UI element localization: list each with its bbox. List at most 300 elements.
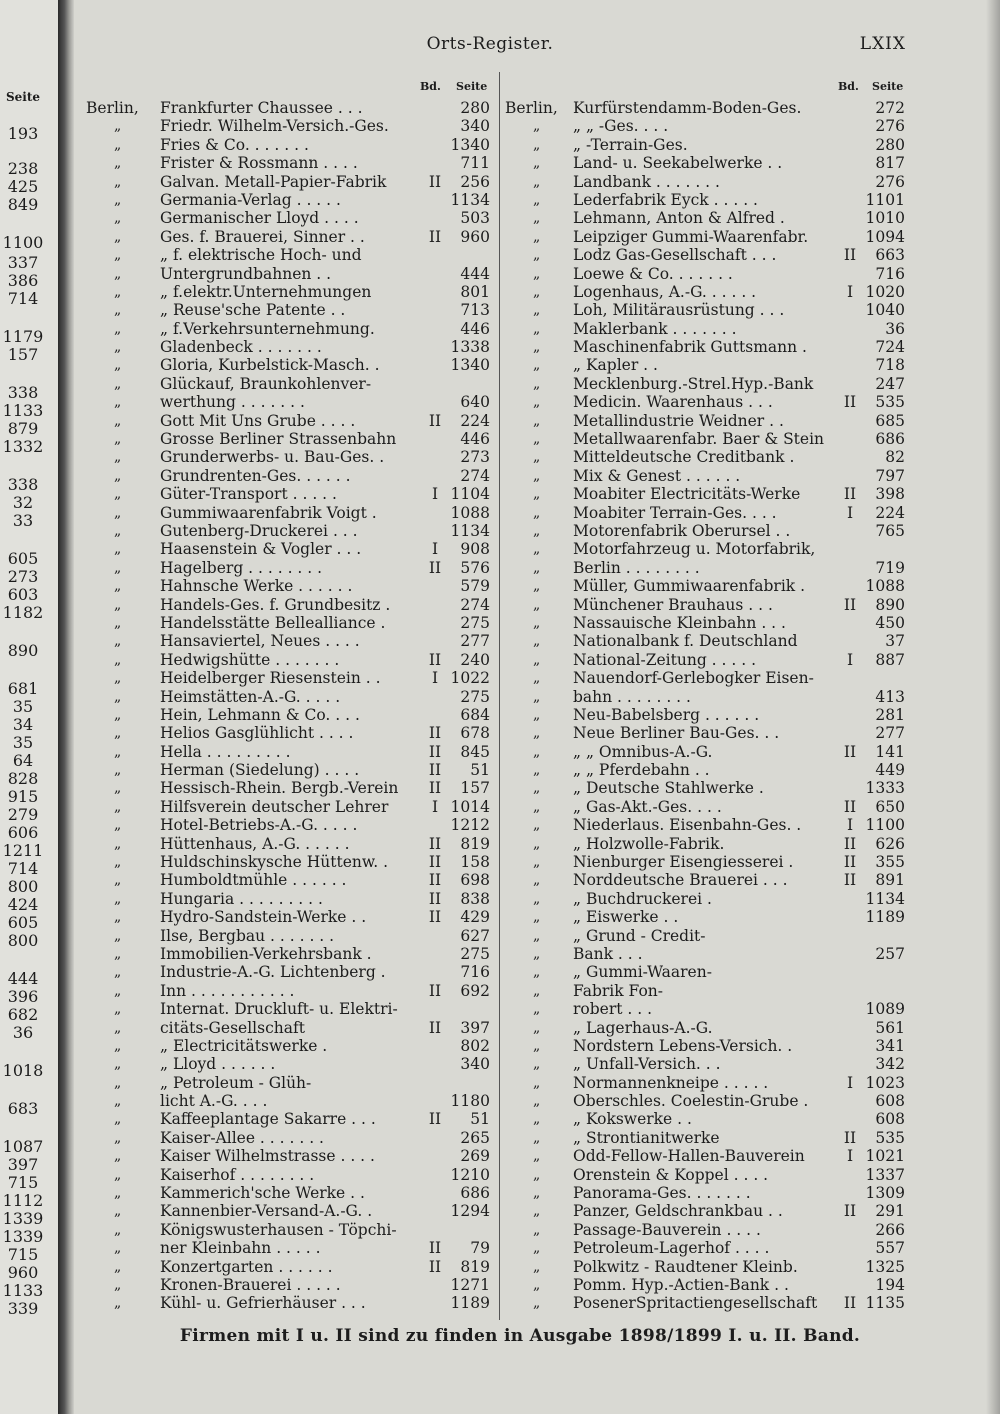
page-reference: 413: [875, 687, 905, 706]
volume-number: II: [843, 834, 857, 853]
page-reference: 444: [460, 264, 490, 283]
ditto-mark: „: [533, 798, 541, 815]
company-name: Frankfurter Chaussee . . .: [160, 99, 363, 117]
left-register-entry: [86, 1110, 494, 1128]
page-reference: 686: [460, 1184, 490, 1203]
company-name: Neue Berliner Bau-Ges. . .: [573, 724, 780, 743]
left-register-entry: [86, 559, 494, 577]
company-name: Kannenbier-Versand-A.-G. .: [160, 1202, 373, 1221]
company-name: Hein, Lehmann & Co. . . .: [160, 705, 360, 724]
page-reference: 608: [875, 1110, 905, 1129]
company-name: Hedwigshütte . . . . . . .: [160, 650, 340, 669]
left-register-entry: [86, 614, 494, 632]
left-register-entry: [86, 982, 494, 1000]
ditto-mark: „: [114, 173, 122, 190]
ditto-mark: „: [533, 357, 541, 374]
ditto-mark: „: [114, 1203, 122, 1220]
ditto-mark: „: [114, 541, 122, 558]
company-name: Orenstein & Koppel . . . .: [573, 1165, 769, 1184]
page-reference: 684: [460, 705, 490, 724]
volume-number: II: [428, 1239, 442, 1258]
right-register-entry: [505, 1202, 907, 1220]
left-register-entry: [86, 1000, 494, 1018]
ditto-mark: „: [533, 1001, 541, 1018]
company-name: Hahnsche Werke . . . . . .: [160, 577, 353, 596]
ditto-mark: „: [533, 670, 541, 687]
ditto-mark: „: [533, 1056, 541, 1073]
ditto-mark: „: [114, 1111, 122, 1128]
page-reference: 275: [460, 687, 490, 706]
company-name: „ „ -Ges. . . .: [573, 117, 669, 136]
ditto-mark: „: [533, 1258, 541, 1275]
company-name: National-Zeitung . . . . .: [573, 650, 757, 669]
ditto-mark: „: [533, 725, 541, 742]
margin-number: 682: [7, 1005, 39, 1024]
company-name: Lodz Gas-Gesellschaft . . .: [573, 246, 777, 265]
page-reference: 449: [875, 761, 905, 780]
left-register-entry: [86, 596, 494, 614]
page-reference: 1337: [865, 1165, 905, 1184]
left-register-entry: [86, 540, 494, 558]
page-reference: 450: [875, 613, 905, 632]
company-name: „ Strontianitwerke: [573, 1128, 720, 1147]
margin-number: 683: [7, 1099, 39, 1118]
left-register-entry: [86, 761, 494, 779]
margin-number: 1018: [2, 1061, 44, 1080]
page-reference: 1010: [865, 209, 905, 228]
left-register-entry: [86, 1092, 494, 1110]
company-name: Normannenkneipe . . . . .: [573, 1073, 769, 1092]
left-register-entry: [86, 485, 494, 503]
page-reference: 576: [460, 558, 490, 577]
right-register-entry: [505, 393, 907, 411]
page-reference: 276: [875, 172, 905, 191]
page-reference: 838: [460, 889, 490, 908]
company-name: Mix & Genest . . . . . .: [573, 466, 741, 485]
right-register-entry: [505, 761, 907, 779]
page-reference: 157: [460, 779, 490, 798]
left-register-entry: [86, 209, 494, 227]
right-register-entry: [505, 1019, 907, 1037]
right-register-entry: [505, 577, 907, 595]
page-reference: 342: [875, 1055, 905, 1074]
volume-number: I: [431, 540, 439, 559]
right-register-entry: [505, 779, 907, 797]
company-name: Huldschinskysche Hüttenw. .: [160, 853, 389, 872]
page-reference: 1135: [865, 1294, 905, 1313]
volume-number: II: [428, 724, 442, 743]
right-register-entry: [505, 99, 907, 117]
margin-number: 424: [7, 895, 39, 914]
page-reference: 1333: [865, 779, 905, 798]
company-name: Nassauische Kleinbahn . . .: [573, 613, 786, 632]
margin-number: 605: [7, 549, 39, 568]
company-name: „ Lloyd . . . . . .: [160, 1055, 276, 1074]
column-divider: [499, 72, 500, 1320]
company-name: Glückauf, Braunkohlenver-: [160, 374, 372, 393]
ditto-mark: „: [114, 1240, 122, 1257]
page-reference: 37: [885, 632, 905, 651]
page-reference: 1022: [450, 669, 490, 688]
ditto-mark: „: [114, 927, 122, 944]
page-reference: 51: [470, 761, 490, 780]
company-name: Hilfsverein deutscher Lehrer: [160, 797, 389, 816]
right-register-entry: [505, 265, 907, 283]
ditto-mark: „: [114, 1074, 122, 1091]
page-reference: 446: [460, 319, 490, 338]
volume-number: II: [428, 761, 442, 780]
margin-number: 386: [7, 271, 39, 290]
right-register-entry: [505, 246, 907, 264]
right-register-entry: [505, 540, 907, 558]
ditto-mark: „: [533, 872, 541, 889]
company-name: Fries & Co. . . . . . .: [160, 135, 309, 154]
right-register-entry: [505, 614, 907, 632]
left-register-entry: [86, 191, 494, 209]
ditto-mark: „: [114, 357, 122, 374]
page-reference: 1325: [865, 1257, 905, 1276]
right-register-entry: [505, 1239, 907, 1257]
volume-number: II: [428, 1018, 442, 1037]
left-register-entry: [86, 301, 494, 319]
right-register-entry: [505, 228, 907, 246]
left-register-entry: [86, 467, 494, 485]
company-name: Moabiter Terrain-Ges. . . .: [573, 503, 777, 522]
volume-number: II: [843, 485, 857, 504]
page-reference: 1088: [865, 577, 905, 596]
page-reference: 1100: [865, 816, 905, 835]
ditto-mark: „: [533, 228, 541, 245]
ditto-mark: „: [114, 614, 122, 631]
company-name: Gott Mit Uns Grube . . . .: [160, 411, 356, 430]
ditto-mark: „: [114, 1148, 122, 1165]
left-seite-header: Seite: [456, 80, 488, 93]
company-name: „ -Terrain-Ges.: [573, 135, 688, 154]
right-register-entry: [505, 890, 907, 908]
page-reference: 1134: [450, 190, 490, 209]
left-register-entry: [86, 577, 494, 595]
page-reference: 398: [875, 485, 905, 504]
page-reference: 280: [875, 135, 905, 154]
ditto-mark: „: [533, 283, 541, 300]
right-register-entry: [505, 853, 907, 871]
company-name: Grosse Berliner Strassenbahn: [160, 430, 397, 449]
left-register-entry: [86, 908, 494, 926]
company-name: „ Holzwolle-Fabrik.: [573, 834, 725, 853]
left-register-entry: [86, 871, 494, 889]
right-register-entry: [505, 743, 907, 761]
company-name: Handels-Ges. f. Grundbesitz .: [160, 595, 391, 614]
ditto-mark: „: [114, 1129, 122, 1146]
ditto-mark: „: [114, 578, 122, 595]
ditto-mark: „: [533, 173, 541, 190]
company-name: Kammerich'sche Werke . .: [160, 1184, 365, 1203]
ditto-mark: „: [533, 486, 541, 503]
right-register-entry: [505, 136, 907, 154]
page-reference: 280: [460, 99, 490, 117]
left-register-entry: [86, 1129, 494, 1147]
volume-number: II: [428, 853, 442, 872]
company-name: Bank . . .: [573, 944, 643, 963]
company-name: Konzertgarten . . . . . .: [160, 1257, 333, 1276]
ditto-mark: „: [114, 964, 122, 981]
ditto-mark: „: [114, 706, 122, 723]
margin-number: 879: [7, 419, 39, 438]
left-register-entry: [86, 99, 494, 117]
company-name: Hydro-Sandstein-Werke . .: [160, 908, 367, 927]
ditto-mark: „: [533, 651, 541, 668]
company-name: Friedr. Wilhelm-Versich.-Ges.: [160, 117, 389, 136]
page-reference: 802: [460, 1036, 490, 1055]
page-reference: 627: [460, 926, 490, 945]
ditto-mark: „: [114, 265, 122, 282]
ditto-mark: „: [114, 320, 122, 337]
company-name: Neu-Babelsberg . . . . . .: [573, 705, 760, 724]
page-reference: 1340: [450, 356, 490, 375]
ditto-mark: „: [114, 1093, 122, 1110]
company-name: „ Grund - Credit-: [573, 926, 706, 945]
page-reference: 535: [875, 1128, 905, 1147]
ditto-mark: „: [533, 449, 541, 466]
company-name: Münchener Brauhaus . . .: [573, 595, 773, 614]
company-name: Gladenbeck . . . . . . .: [160, 338, 322, 357]
ditto-mark: „: [533, 1093, 541, 1110]
volume-number: II: [843, 797, 857, 816]
ditto-mark: „: [533, 320, 541, 337]
company-name: Fabrik Fon-: [573, 981, 664, 1000]
right-register-entry: [505, 963, 907, 981]
right-register-entry: [505, 651, 907, 669]
right-register-entry: [505, 154, 907, 172]
page-reference: 713: [460, 301, 490, 320]
ditto-mark: „: [533, 339, 541, 356]
ditto-mark: „: [533, 541, 541, 558]
company-name: Panzer, Geldschrankbau . .: [573, 1202, 783, 1221]
ditto-mark: „: [114, 375, 122, 392]
page-reference: 1088: [450, 503, 490, 522]
margin-number: 279: [7, 805, 39, 824]
company-name: robert . . .: [573, 1000, 653, 1019]
company-name: Helios Gasglühlicht . . . .: [160, 724, 354, 743]
page-reference: 1101: [865, 190, 905, 209]
page-reference: 1014: [450, 797, 490, 816]
company-name: Heimstätten-A.-G. . . . .: [160, 687, 341, 706]
ditto-mark: „: [533, 247, 541, 264]
company-name: „ Petroleum - Glüh-: [160, 1073, 312, 1092]
company-name: Hungaria . . . . . . . . .: [160, 889, 323, 908]
ditto-mark: „: [114, 670, 122, 687]
margin-number: 1211: [2, 841, 44, 860]
page-reference: 1094: [865, 227, 905, 246]
company-name: „ „ Omnibus-A.-G.: [573, 742, 713, 761]
right-register-entry: [505, 559, 907, 577]
ditto-mark: „: [114, 835, 122, 852]
page-reference: 276: [875, 117, 905, 136]
ditto-mark: „: [533, 1037, 541, 1054]
margin-number: 800: [7, 877, 39, 896]
page-reference: 711: [460, 154, 490, 173]
company-name: Handelsstätte Bellealliance .: [160, 613, 386, 632]
page-reference: 557: [875, 1239, 905, 1258]
ditto-mark: „: [533, 909, 541, 926]
left-register-entry: [86, 228, 494, 246]
company-name: werthung . . . . . . .: [160, 393, 305, 412]
ditto-mark: „: [533, 1111, 541, 1128]
ditto-mark: „: [533, 1295, 541, 1312]
ditto-mark: „: [114, 743, 122, 760]
ditto-mark: „: [533, 412, 541, 429]
page-reference: 274: [460, 466, 490, 485]
ditto-mark: „: [533, 265, 541, 282]
page-reference: 960: [460, 227, 490, 246]
ditto-mark: „: [114, 449, 122, 466]
page-reference: 1309: [865, 1184, 905, 1203]
left-register-entry: [86, 927, 494, 945]
ditto-mark: „: [114, 909, 122, 926]
margin-number: 715: [7, 1245, 39, 1264]
page-reference: 765: [875, 521, 905, 540]
volume-number: II: [428, 172, 442, 191]
margin-number: 337: [7, 253, 39, 272]
right-register-entry: [505, 209, 907, 227]
company-name: Internat. Druckluft- u. Elektri-: [160, 1000, 398, 1019]
company-name: Industrie-A.-G. Lichtenberg .: [160, 963, 386, 982]
company-name: Inn . . . . . . . . . . .: [160, 981, 295, 1000]
page-reference: 678: [460, 724, 490, 743]
right-register-entry: [505, 724, 907, 742]
company-name: Hansaviertel, Neues . . . .: [160, 632, 360, 651]
page-reference: 1104: [450, 485, 490, 504]
ditto-mark: „: [114, 945, 122, 962]
page-reference: 247: [875, 374, 905, 393]
left-register-entry: [86, 356, 494, 374]
page-reference: 561: [875, 1018, 905, 1037]
page-reference: 273: [460, 448, 490, 467]
company-name: Hella . . . . . . . . .: [160, 742, 291, 761]
ditto-mark: „: [114, 596, 122, 613]
page-reference: 1021: [865, 1147, 905, 1166]
volume-number: II: [428, 650, 442, 669]
company-name: Grunderwerbs- u. Bau-Ges. .: [160, 448, 385, 467]
page-reference: 224: [875, 503, 905, 522]
margin-number: 64: [12, 751, 34, 770]
company-name: Müller, Gummiwaarenfabrik .: [573, 577, 806, 596]
ditto-mark: „: [114, 651, 122, 668]
ditto-mark: „: [533, 1074, 541, 1091]
margin-number: 915: [7, 787, 39, 806]
previous-page-margin-numbers: [0, 0, 58, 1414]
volume-number: II: [428, 834, 442, 853]
right-register-entry: [505, 522, 907, 540]
left-register-entry: [86, 448, 494, 466]
right-register-entry: [505, 320, 907, 338]
right-register-entry: [505, 798, 907, 816]
volume-number: I: [846, 1147, 854, 1166]
right-register-entry: [505, 816, 907, 834]
ditto-mark: „: [114, 798, 122, 815]
margin-number: 714: [7, 859, 39, 878]
page-reference: 257: [875, 944, 905, 963]
margin-number: 715: [7, 1173, 39, 1192]
volume-number: I: [846, 1073, 854, 1092]
ditto-mark: „: [533, 817, 541, 834]
page-reference: 579: [460, 577, 490, 596]
ditto-mark: „: [533, 302, 541, 319]
company-name: „ Buchdruckerei .: [573, 889, 712, 908]
page-reference: 1189: [865, 908, 905, 927]
ditto-mark: „: [533, 559, 541, 576]
right-register-entry: [505, 117, 907, 135]
ditto-mark: „: [533, 614, 541, 631]
margin-number: 800: [7, 931, 39, 950]
page-reference: 266: [875, 1220, 905, 1239]
company-name: Gutenberg-Druckerei . . .: [160, 521, 358, 540]
company-name: Lehmann, Anton & Alfred .: [573, 209, 785, 228]
ditto-mark: „: [114, 302, 122, 319]
volume-number: II: [428, 1110, 442, 1129]
ditto-mark: „: [533, 375, 541, 392]
right-register-entry: [505, 467, 907, 485]
ditto-mark: „: [114, 210, 122, 227]
left-register-entry: [86, 632, 494, 650]
company-name: Pomm. Hyp.-Actien-Bank . .: [573, 1276, 789, 1294]
margin-number: 1112: [2, 1191, 44, 1210]
margin-number: 396: [7, 987, 39, 1006]
ditto-mark: „: [533, 191, 541, 208]
company-name: Kühl- u. Gefrierhäuser . . .: [160, 1294, 366, 1313]
ditto-mark: „: [114, 890, 122, 907]
company-name: Medicin. Waarenhaus . . .: [573, 393, 773, 412]
left-register-entry: [86, 265, 494, 283]
company-name: „ Deutsche Stahlwerke .: [573, 779, 764, 798]
margin-number: 238: [7, 159, 39, 178]
page-reference: 908: [460, 540, 490, 559]
margin-number: 828: [7, 769, 39, 788]
page-reference: 819: [460, 1257, 490, 1276]
page-reference: 355: [875, 853, 905, 872]
page-reference: 716: [460, 963, 490, 982]
ditto-mark: „: [114, 1166, 122, 1183]
volume-number: II: [843, 871, 857, 890]
company-name: Oberschles. Coelestin-Grube .: [573, 1092, 809, 1111]
ditto-mark: „: [114, 817, 122, 834]
left-register-entry: [86, 1258, 494, 1276]
ditto-mark: „: [114, 1258, 122, 1275]
company-name: Moabiter Electricitäts-Werke: [573, 485, 801, 504]
ditto-mark: „: [114, 394, 122, 411]
page-reference: 535: [875, 393, 905, 412]
ditto-mark: „: [533, 504, 541, 521]
margin-number: 1133: [2, 401, 44, 420]
company-name: Ges. f. Brauerei, Sinner . .: [160, 227, 365, 246]
right-register-entry: [505, 688, 907, 706]
ditto-mark: „: [533, 1185, 541, 1202]
left-register-entry: [86, 1184, 494, 1202]
right-register-entry: [505, 173, 907, 191]
ditto-mark: „: [114, 1019, 122, 1036]
ditto-mark: „: [114, 1037, 122, 1054]
ditto-mark: „: [533, 136, 541, 153]
page-reference: 397: [460, 1018, 490, 1037]
margin-number: 1332: [2, 437, 44, 456]
ditto-mark: „: [114, 136, 122, 153]
volume-number: II: [843, 1128, 857, 1147]
page-reference: 446: [460, 430, 490, 449]
company-name: „ Gas-Akt.-Ges. . . .: [573, 797, 722, 816]
company-name: Lederfabrik Eyck . . . . .: [573, 190, 758, 209]
page-reference: 1210: [450, 1165, 490, 1184]
right-register-entry: [505, 301, 907, 319]
